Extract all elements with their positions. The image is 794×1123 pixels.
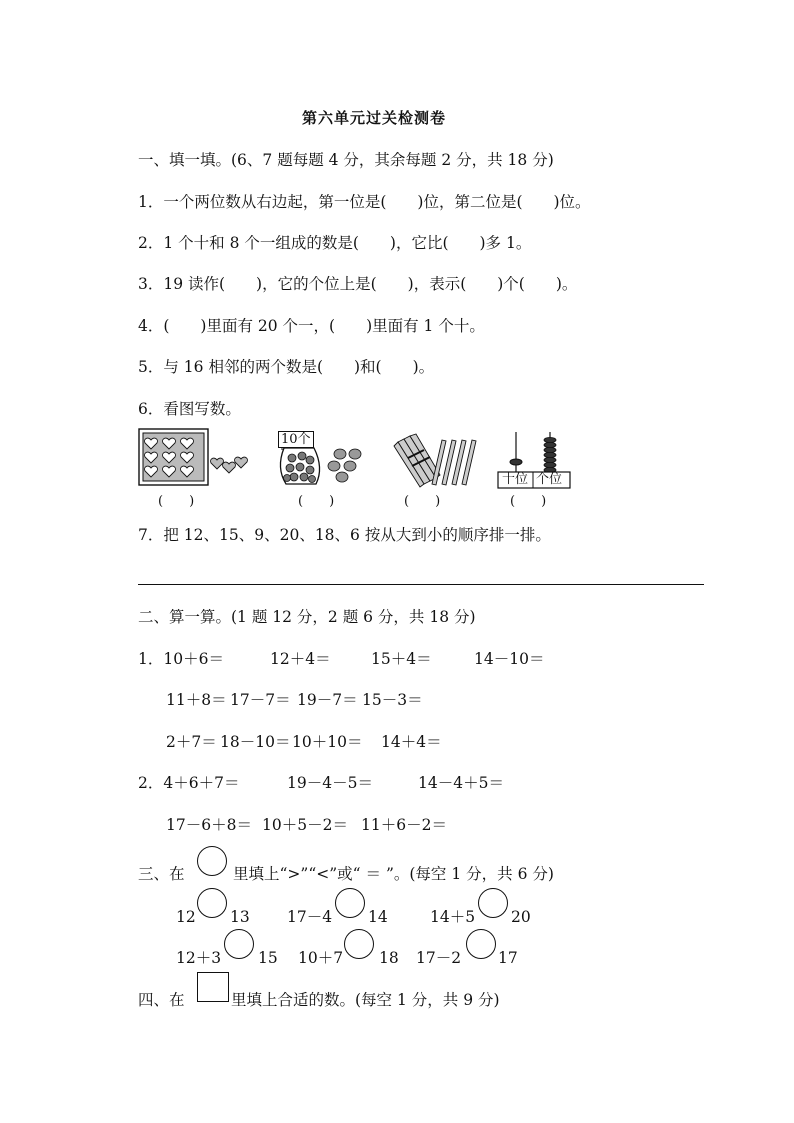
bag-label: 10个 <box>278 431 314 448</box>
compare-2-right: 14 <box>368 908 388 926</box>
calc-5-3: 11＋6－2＝ <box>361 816 447 834</box>
compare-2-left: 17－4 <box>287 908 333 926</box>
calc-2-2: 17－7＝ <box>230 691 291 709</box>
picture-blank-2[interactable]: ( ) <box>298 494 335 509</box>
calc-5-2: 10＋5－2＝ <box>262 816 348 834</box>
section-1-heading: 一、填一填。(6、7 题每题 4 分，其余每题 2 分，共 18 分) <box>138 151 554 169</box>
section-2-heading: 二、算一算。(1 题 12 分，2 题 6 分，共 18 分) <box>138 608 476 626</box>
section-4-heading-post: 里填上合适的数。(每空 1 分，共 9 分) <box>231 991 500 1009</box>
compare-1-left: 12 <box>176 908 196 926</box>
calc-4-2: 19－4－5＝ <box>287 774 373 792</box>
calc-3-1: 2＋7＝ <box>166 733 217 751</box>
question-1-3: 3．19 读作( )，它的个位上是( )，表示( )个( )。 <box>138 275 578 293</box>
heading-circle-icon <box>197 846 227 876</box>
question-1-7: 7．把 12、15、9、20、18、6 按从大到小的顺序排一排。 <box>138 526 551 544</box>
calc-4-3: 14－4＋5＝ <box>418 774 504 792</box>
abacus-ones-label: 个位 <box>536 472 563 487</box>
compare-3-left: 14＋5 <box>430 908 476 926</box>
abacus-tens-label: 十位 <box>502 472 529 487</box>
hearts-box-picture <box>138 428 256 486</box>
calc-3-4: 14＋4＝ <box>381 733 442 751</box>
compare-6-right: 17 <box>498 949 518 967</box>
calc-4-1: 2．4＋6＋7＝ <box>138 774 240 792</box>
compare-5-right: 18 <box>379 949 399 967</box>
compare-2-circle[interactable] <box>335 888 365 918</box>
compare-4-left: 12＋3 <box>176 949 222 967</box>
compare-6-left: 17－2 <box>416 949 462 967</box>
compare-4-circle[interactable] <box>224 929 254 959</box>
calc-2-3: 19－7＝ <box>297 691 358 709</box>
calc-3-2: 18－10＝ <box>220 733 291 751</box>
sticks-bundle-picture <box>390 430 485 488</box>
calc-1-1: 1．10＋6＝ <box>138 650 224 668</box>
picture-blank-1[interactable]: ( ) <box>158 494 195 509</box>
calc-3-3: 10＋10＝ <box>292 733 363 751</box>
calc-5-1: 17－6＋8＝ <box>166 816 252 834</box>
question-1-5: 5．与 16 相邻的两个数是( )和( )。 <box>138 358 435 376</box>
calc-1-3: 15＋4＝ <box>371 650 432 668</box>
calc-2-1: 11＋8＝ <box>166 691 227 709</box>
compare-3-right: 20 <box>511 908 531 926</box>
section-3-heading-pre: 三、在 <box>138 865 185 883</box>
question-1-6: 6．看图写数。 <box>138 400 241 418</box>
calc-1-2: 12＋4＝ <box>270 650 331 668</box>
page-title: 第六单元过关检测卷 <box>302 109 447 127</box>
compare-5-left: 10＋7 <box>298 949 344 967</box>
picture-blank-3[interactable]: ( ) <box>404 494 441 509</box>
section-4-heading-pre: 四、在 <box>138 991 185 1009</box>
answer-line[interactable] <box>138 584 704 585</box>
compare-3-circle[interactable] <box>478 888 508 918</box>
picture-blank-4[interactable]: ( ) <box>510 494 547 509</box>
compare-1-circle[interactable] <box>197 888 227 918</box>
compare-5-circle[interactable] <box>344 929 374 959</box>
heading-square-icon <box>197 972 229 1002</box>
question-1-1: 1．一个两位数从右边起，第一位是( )位，第二位是( )位。 <box>138 193 591 211</box>
compare-6-circle[interactable] <box>466 929 496 959</box>
compare-4-right: 15 <box>258 949 278 967</box>
calc-1-4: 14－10＝ <box>474 650 545 668</box>
question-1-4: 4．( )里面有 20 个一，( )里面有 1 个十。 <box>138 317 485 335</box>
calc-2-4: 15－3＝ <box>362 691 423 709</box>
compare-1-right: 13 <box>230 908 250 926</box>
question-1-2: 2．1 个十和 8 个一组成的数是( )，它比( )多 1。 <box>138 234 532 252</box>
section-3-heading-post: 里填上“>”“<”或“ ＝ ”。(每空 1 分，共 6 分) <box>233 865 554 883</box>
